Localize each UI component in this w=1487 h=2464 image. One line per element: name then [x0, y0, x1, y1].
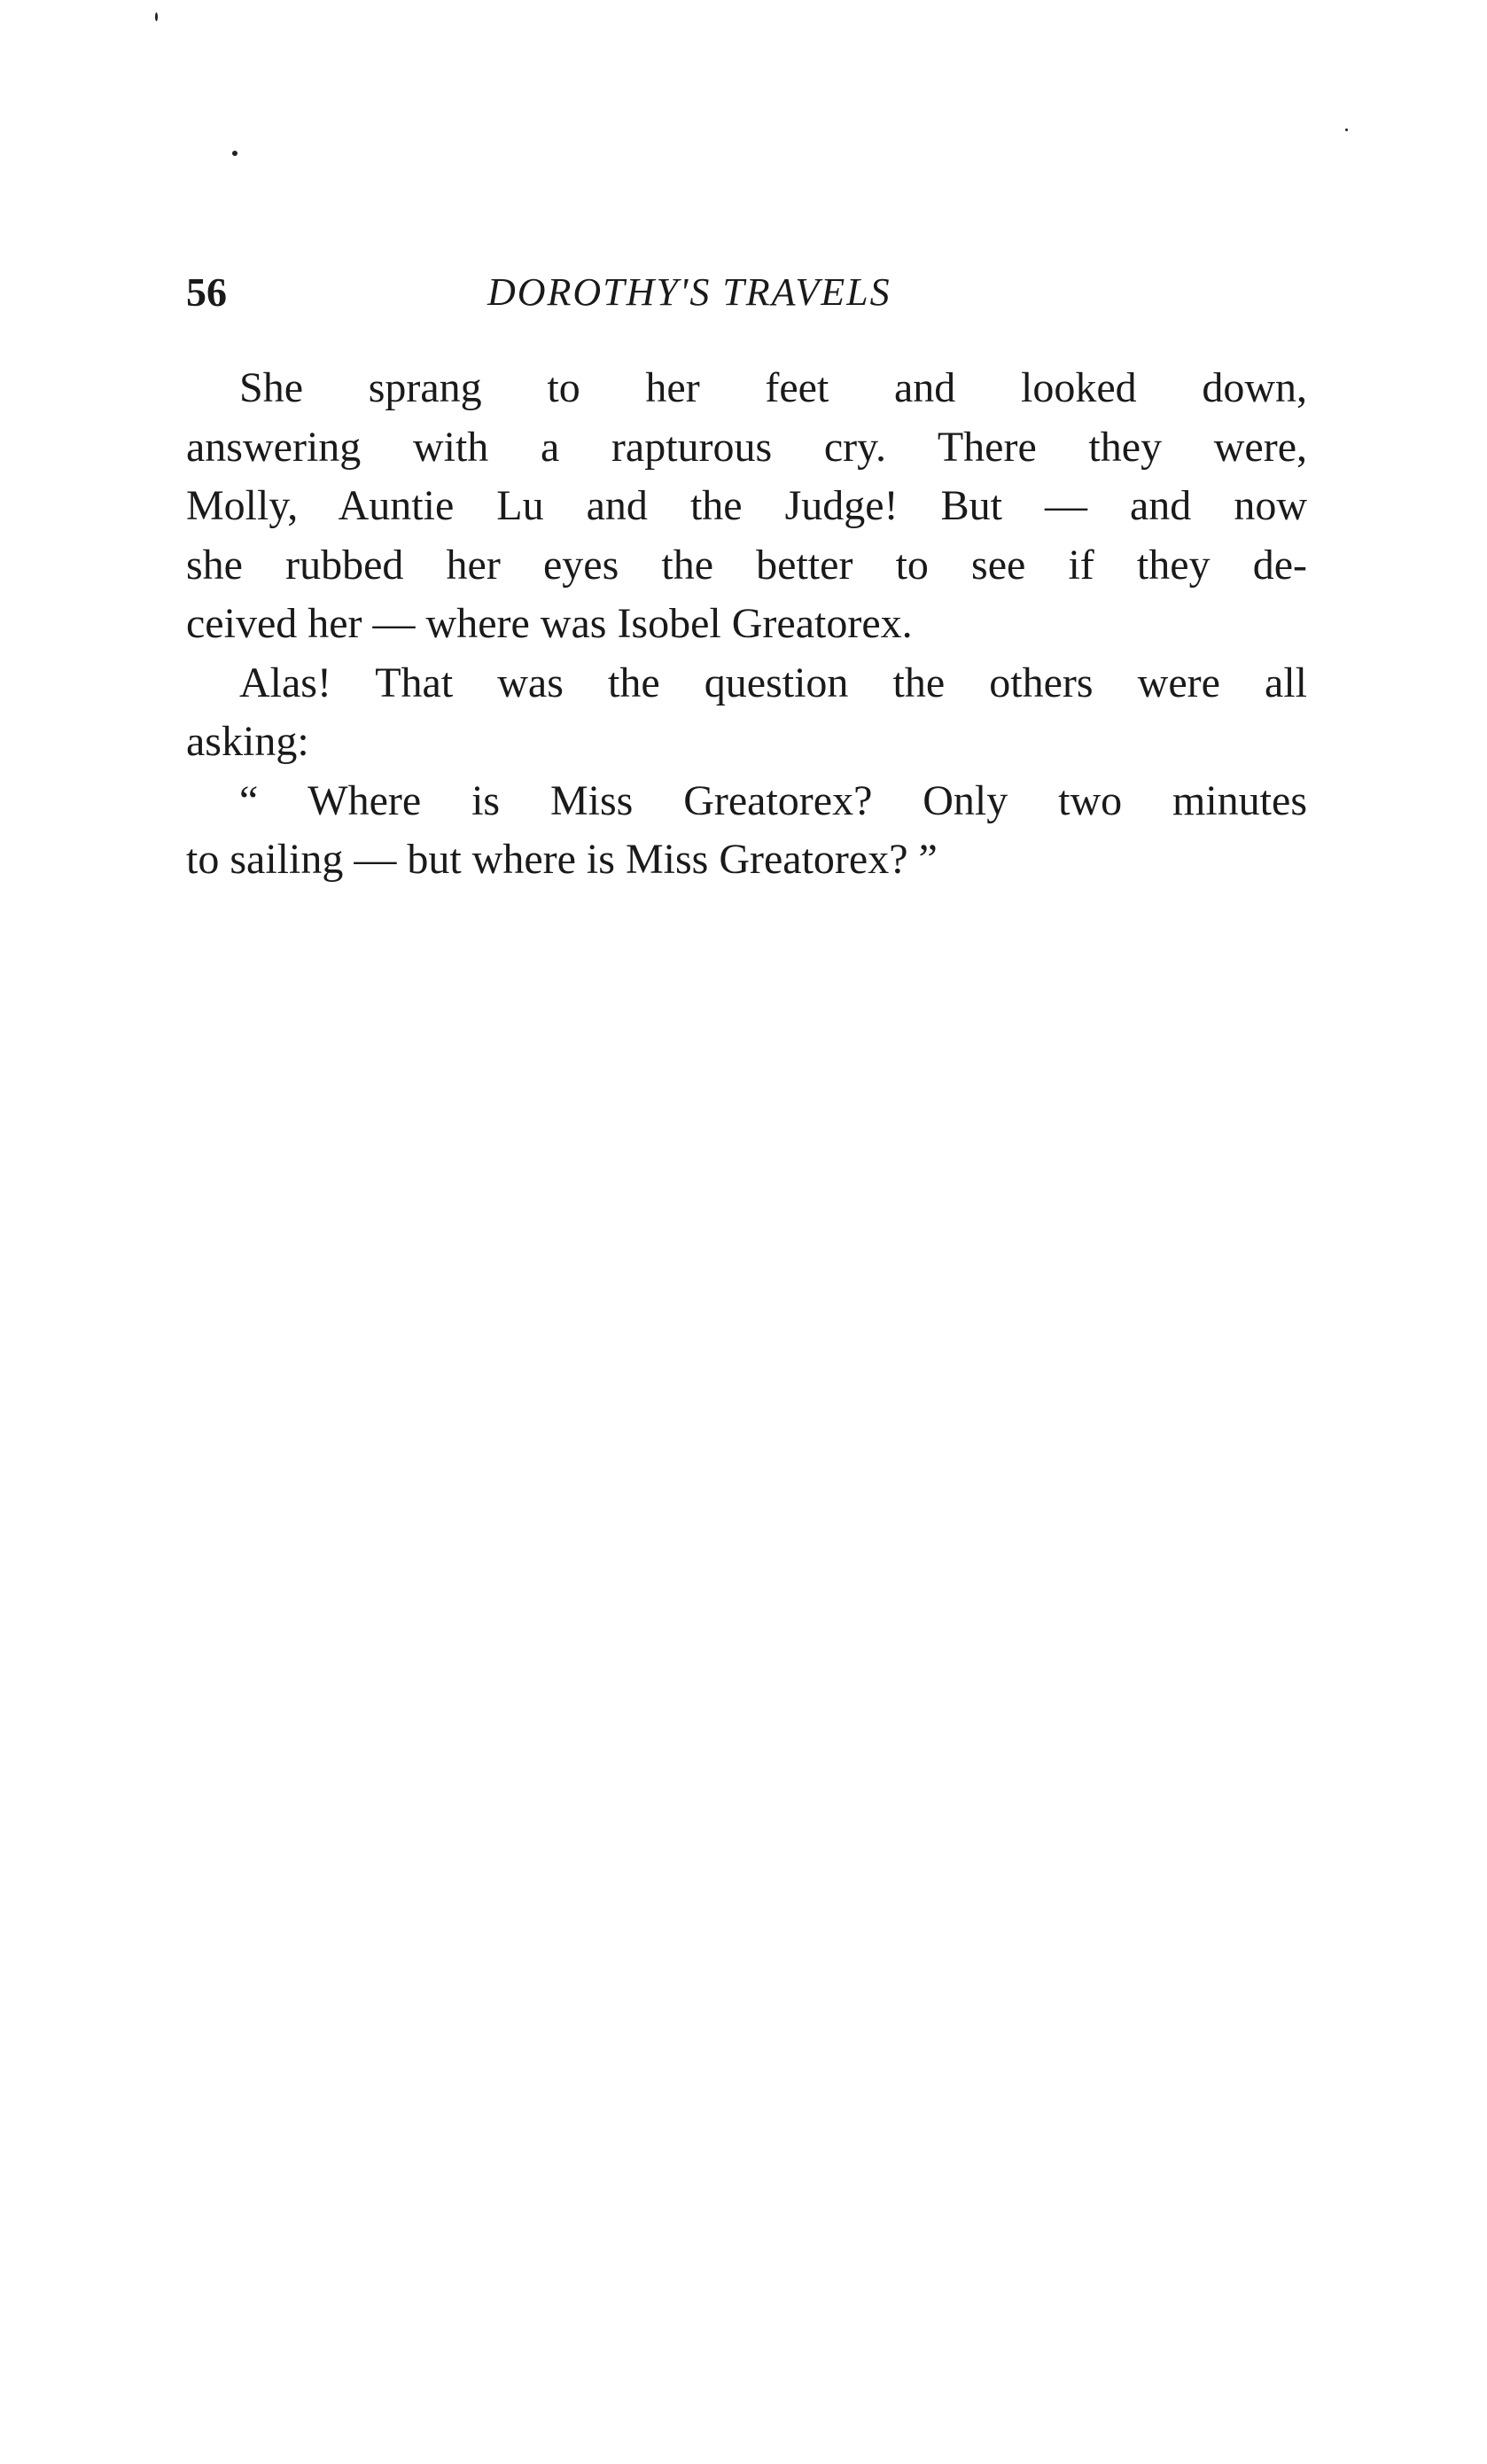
- text-line: ceived her — where was Isobel Greatorex.: [186, 600, 913, 647]
- text-line: asking:: [186, 718, 309, 765]
- print-speck: [155, 12, 158, 21]
- text-line: Molly, Auntie Lu and the Judge! But — and now: [186, 482, 1307, 529]
- text-line: she rubbed her eyes the better to see if they de-: [186, 541, 1307, 589]
- text-line: answering with a rapturous cry. There they were,: [186, 423, 1307, 471]
- print-speck: [232, 151, 237, 156]
- text-line: Alas! That was the question the others were all: [239, 659, 1307, 706]
- running-head: [186, 261, 1307, 324]
- body-text: [186, 359, 1307, 890]
- paragraph: [186, 772, 1307, 890]
- paragraph: [186, 359, 1307, 654]
- page-number: 56: [186, 269, 227, 315]
- running-title: DOROTHY'S TRAVELS: [487, 270, 891, 314]
- text-line: “ Where is Miss Greatorex? Only two minutes: [239, 776, 1307, 824]
- text-line: to sailing — but where is Miss Greatorex? ”: [186, 836, 938, 883]
- paragraph: [186, 654, 1307, 772]
- print-speck: [1345, 129, 1348, 131]
- text-line: She sprang to her feet and looked down,: [239, 364, 1307, 411]
